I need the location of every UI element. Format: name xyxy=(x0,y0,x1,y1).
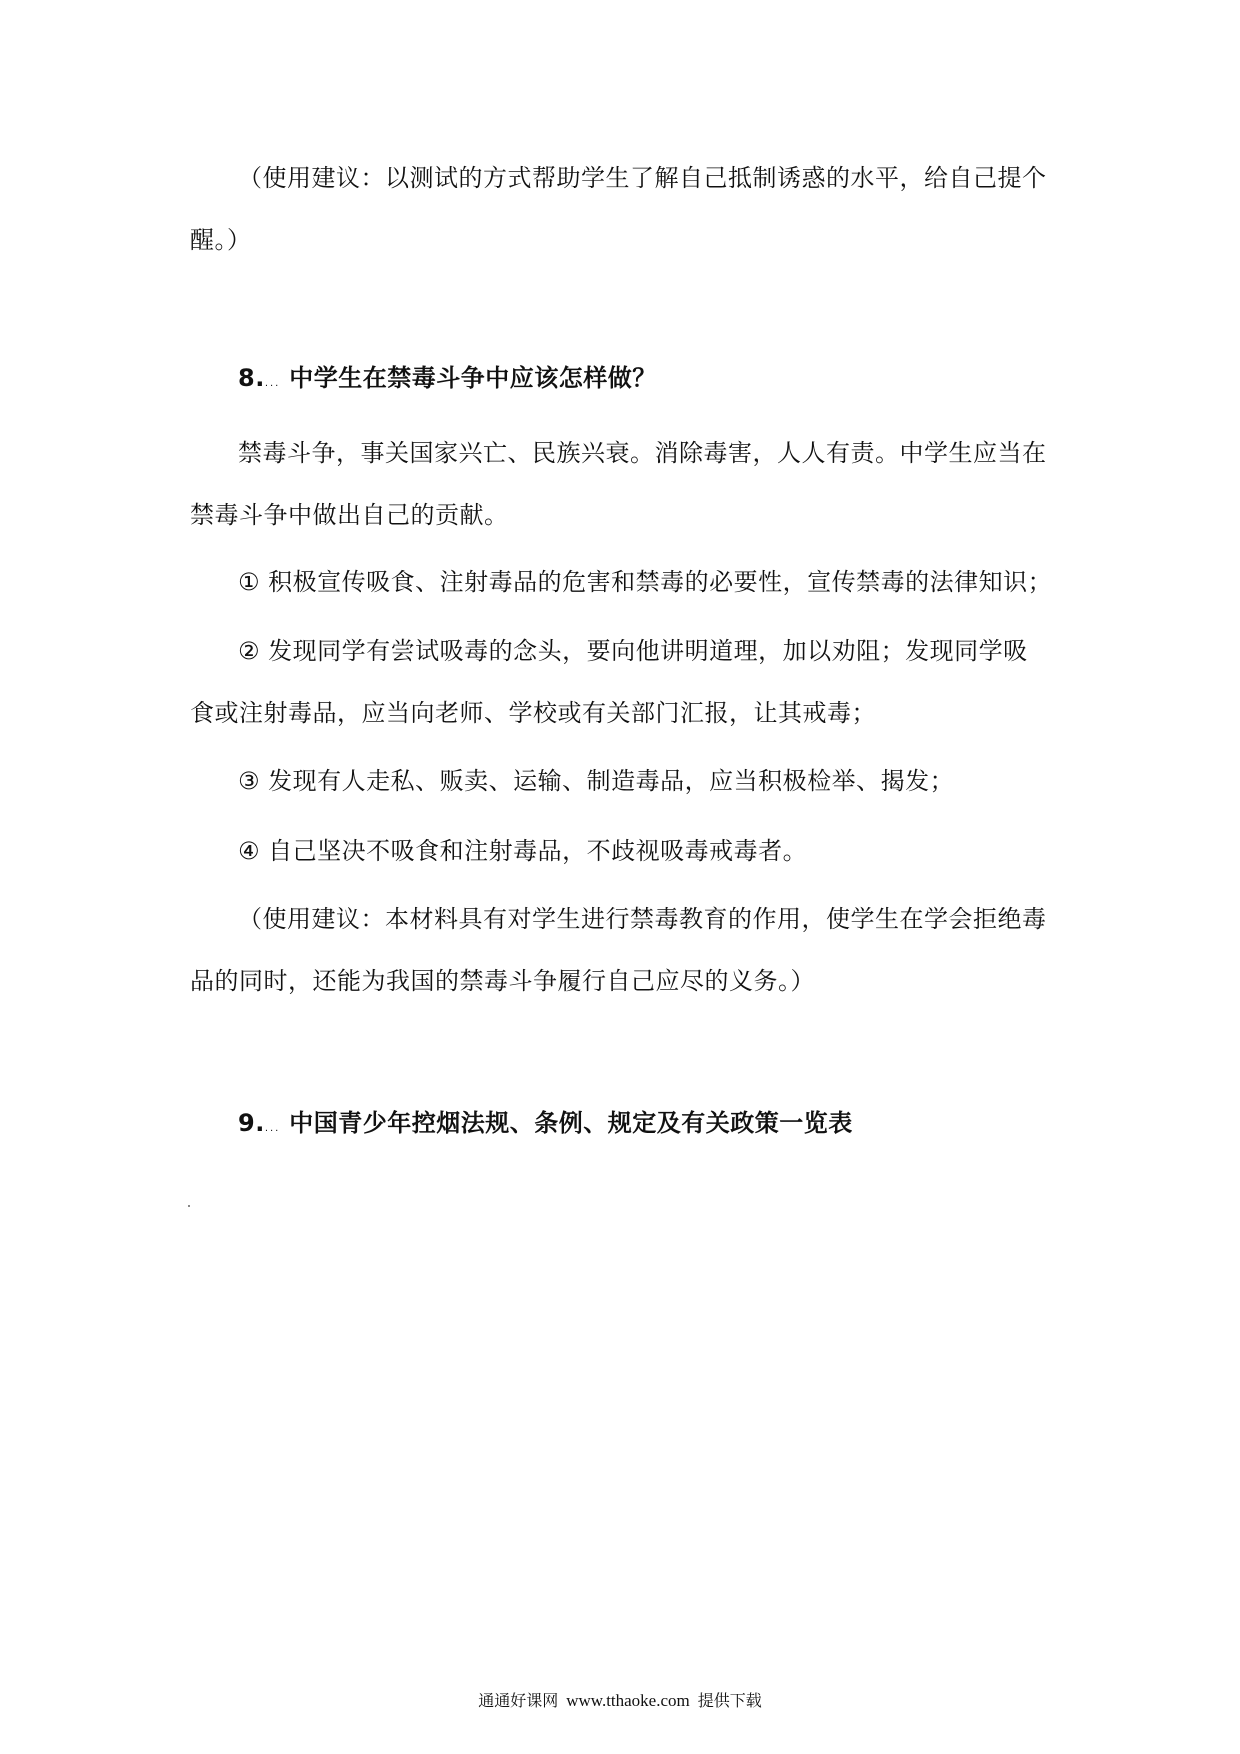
page-footer xyxy=(0,1690,1240,1712)
list-item-2-line-1: ② 发现同学有尝试吸毒的念头，要向他讲明道理，加以劝阻；发现同学吸 xyxy=(238,637,1028,665)
footer-url[interactable]: www.tthaoke.com xyxy=(566,1691,690,1710)
section-9-title: 中国青少年控烟法规、条例、规定及有关政策一览表 xyxy=(289,1109,853,1137)
section-9-dots: ... xyxy=(264,1123,281,1134)
section-8-heading xyxy=(238,362,657,400)
footer-site-name: 通通好课网 xyxy=(478,1691,559,1710)
list-item-2-line-2: 食或注射毒品，应当向老师、学校或有关部门汇报，让其戒毒； xyxy=(190,699,876,727)
usage-note-2-line-1: （使用建议：本材料具有对学生进行禁毒教育的作用，使学生在学会拒绝毒 xyxy=(238,905,1047,933)
list-item-3: ③ 发现有人走私、贩卖、运输、制造毒品，应当积极检举、揭发； xyxy=(238,767,955,795)
section-8-number: 8. xyxy=(238,364,265,392)
section-9-number: 9. xyxy=(238,1109,265,1137)
usage-note-1-line-2: 醒。） xyxy=(190,226,252,254)
footer-suffix: 提供下载 xyxy=(697,1691,762,1710)
list-item-4: ④ 自己坚决不吸食和注射毒品，不歧视吸毒戒毒者。 xyxy=(238,837,808,865)
section-8-title: 中学生在禁毒斗争中应该怎样做？ xyxy=(289,364,657,392)
intro-paragraph-line-1: 禁毒斗争，事关国家兴亡、民族兴衰。消除毒害，人人有责。中学生应当在 xyxy=(238,439,1047,467)
list-item-1: ① 积极宣传吸食、注射毒品的危害和禁毒的必要性，宣传禁毒的法律知识； xyxy=(238,568,1053,596)
scan-speck xyxy=(188,1205,190,1207)
intro-paragraph-line-2: 禁毒斗争中做出自己的贡献。 xyxy=(190,501,509,529)
section-8-dots: ... xyxy=(264,378,281,389)
usage-note-2-line-2: 品的同时，还能为我国的禁毒斗争履行自己应尽的义务。） xyxy=(190,967,815,995)
section-9-heading xyxy=(238,1107,853,1145)
usage-note-1-line-1: （使用建议：以测试的方式帮助学生了解自己抵制诱惑的水平，给自己提个 xyxy=(238,164,1047,192)
